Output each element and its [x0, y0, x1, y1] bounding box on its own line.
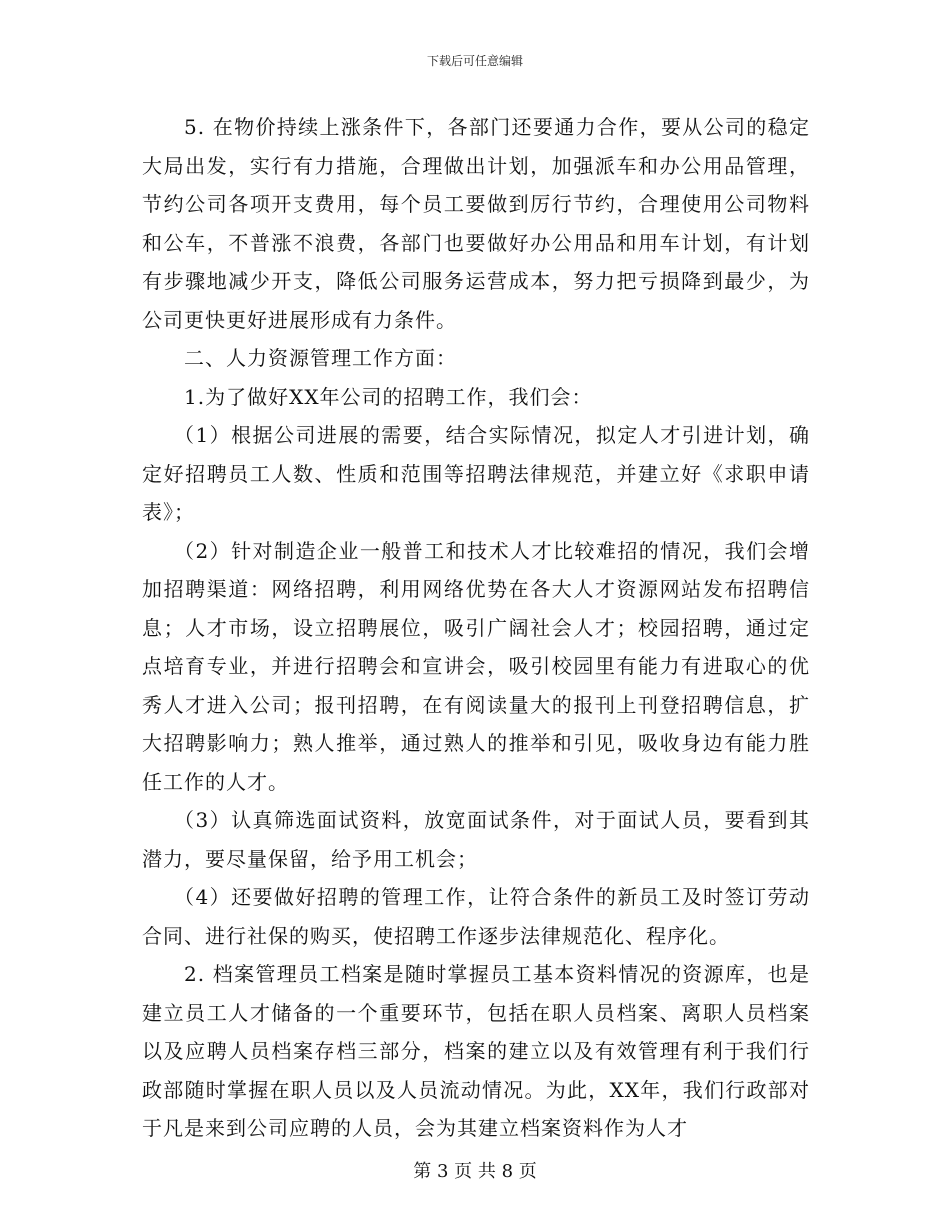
page-header: 下载后可任意编辑 [426, 54, 523, 68]
document-body [142, 108, 810, 1148]
section-heading-hr: 二、人力资源管理工作方面： [184, 346, 457, 370]
paragraph-cost-control: 5. 在物价持续上涨条件下，各部门还要通力合作，要从公司的稳定大局出发，实行有力措施，合理做出计划，加强派车和办公用品管理，节约公司各项开支费用，每个员工要做到厉行节约，合理使用公司物料和公车，不普涨不浪费，各部门也要做好办公用品和用车计划，有计划有步骤地减少开支，降低公司服务运营成本，努力把亏损降到最少，为公司更快更好进展形成有力条件。 [142, 115, 810, 332]
paragraph-recruitment-item-4: （4）还要做好招聘的管理工作，让符合条件的新员工及时签订劳动合同、进行社保的购买，使招聘工作逐步法律规范化、程序化。 [142, 885, 810, 948]
paragraph-recruitment-intro: 1.为了做好XX年公司的招聘工作，我们会： [184, 384, 593, 409]
paragraph-recruitment-item-2: （2）针对制造企业一般普工和技术人才比较难招的情况，我们会增加招聘渠道：网络招聘，利用网络优势在各大人才资源网站发布招聘信息；人才市场，设立招聘展位，吸引广阔社会人才；校园招聘，通过定点培育专业，并进行招聘会和宣讲会，吸引校园里有能力有进取心的优秀人才进入公司；报刊招聘，在有阅读量大的报刊上刊登招聘信息，扩大招聘影响力；熟人推举，通过熟人的推举和引见，吸收身边有能力胜任工作的人才。 [142, 538, 810, 794]
page-number: 第 3 页 共 8 页 [413, 1161, 537, 1182]
paragraph-recruitment-item-3: （3）认真筛选面试资料，放宽面试条件，对于面试人员，要看到其潜力，要尽量保留，给予用工机会； [142, 808, 810, 871]
paragraph-recruitment-item-1: （1）根据公司进展的需要，结合实际情况，拟定人才引进计划，确定好招聘员工人数、性质和范围等招聘法律规范，并建立好《求职申请表》； [142, 423, 810, 524]
paragraph-archive-management: 2. 档案管理员工档案是随时掌握员工基本资料情况的资源库，也是建立员工人才储备的一个重要环节，包括在职人员档案、离职人员档案以及应聘人员档案存档三部分，档案的建立以及有效管理有利于我们行政部随时掌握在职人员以及人员流动情况。为此，XX年，我们行政部对于凡是来到公司应聘的人员，会为其建立档案资料作为人才 [142, 962, 810, 1140]
